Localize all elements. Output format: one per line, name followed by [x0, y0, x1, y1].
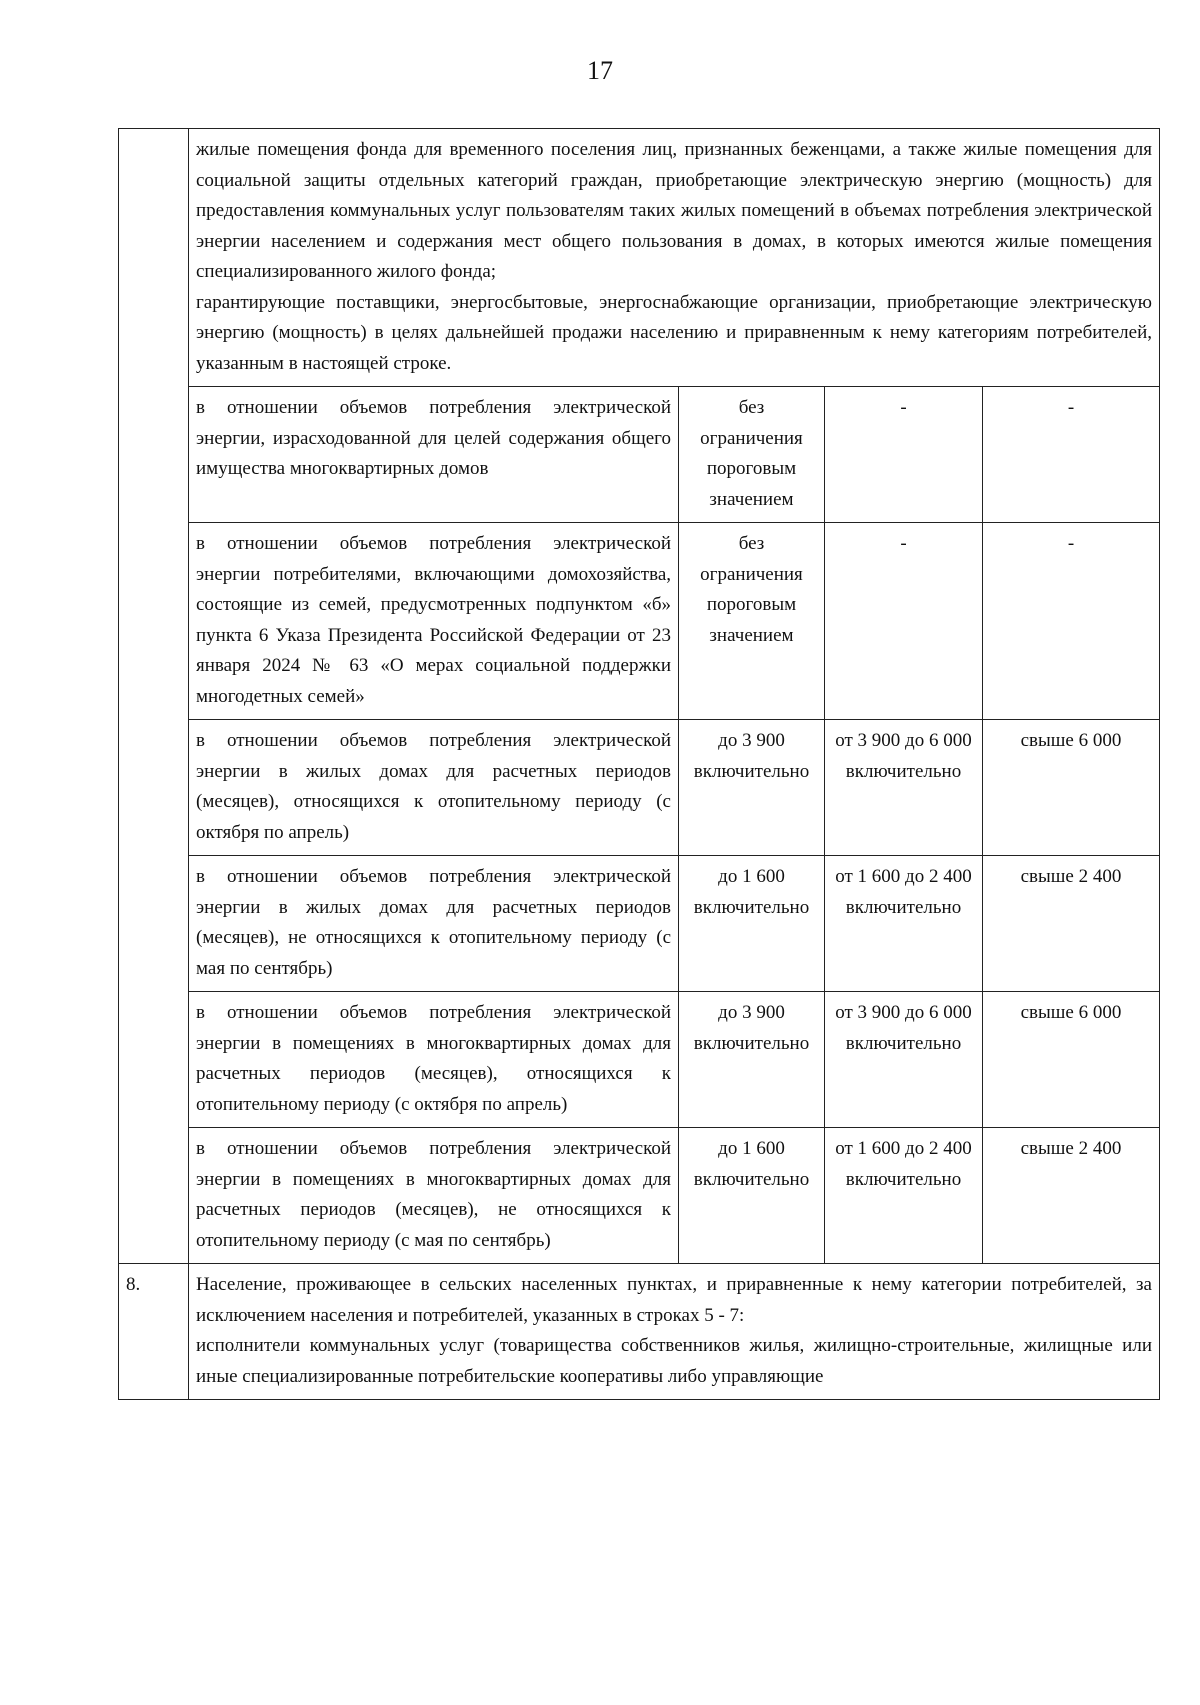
- row-description: в отношении объемов потребления электрической энергии в помещениях в многоквартирных домах для расчетных периодов (месяцев), относящихся к отопительному периоду (с октября по апрель): [189, 992, 679, 1128]
- row8-text-cell: [189, 1264, 1160, 1400]
- row-number-cell-empty: [119, 129, 189, 1264]
- row-description: в отношении объемов потребления электрической энергии потребителями, включающими домохозяйства, состоящие из семей, предусмотренных подпунктом «б» пункта 6 Указа Президента Российской Федерации от 23 января 2024 № 63 «О мерах социальной поддержки многодетных семей»: [189, 523, 679, 720]
- threshold-mid: от 3 900 до 6 000 включительно: [825, 992, 983, 1128]
- threshold-mid: -: [825, 523, 983, 720]
- row-description: в отношении объемов потребления электрической энергии в жилых домах для расчетных периодов (месяцев), относящихся к отопительному периоду (с октября по апрель): [189, 720, 679, 856]
- threshold-low: без ограничения пороговым значением: [679, 387, 825, 523]
- threshold-mid: от 1 600 до 2 400 включительно: [825, 1128, 983, 1264]
- table-row: [119, 856, 1160, 992]
- intro-paragraph: гарантирующие поставщики, энергосбытовые, энергоснабжающие организации, приобретающие электрическую энергию (мощность) в целях дальнейшей продажи населению и приравненным к нему категориям потребителей, указанным в настоящей строке.: [196, 291, 1152, 374]
- threshold-high: свыше 2 400: [983, 856, 1160, 992]
- row8-paragraph: Население, проживающее в сельских населенных пунктах, и приравненные к нему категории потребителей, за исключением населения и потребителей, указанных в строках 5 - 7:: [196, 1274, 1152, 1326]
- page-number: 17: [587, 56, 613, 85]
- intro-text-cell: [189, 129, 1160, 387]
- table-row: [119, 523, 1160, 720]
- table-row: [119, 387, 1160, 523]
- threshold-low: без ограничения пороговым значением: [679, 523, 825, 720]
- table-row: [119, 720, 1160, 856]
- table-row: [119, 1128, 1160, 1264]
- threshold-mid: -: [825, 387, 983, 523]
- table-row: [119, 992, 1160, 1128]
- intro-paragraph: жилые помещения фонда для временного поселения лиц, признанных беженцами, а также жилые помещения для социальной защиты отдельных категорий граждан, приобретающие электрическую энергию (мощность) для предоставления коммунальных услуг пользователям таких жилых помещений в объемах потребления электрической энергии населением и содержания мест общего пользования в домах, в которых имеются жилые помещения специализированного жилого фонда;: [196, 139, 1152, 282]
- threshold-low: до 3 900 включительно: [679, 992, 825, 1128]
- row-description: в отношении объемов потребления электрической энергии в жилых домах для расчетных периодов (месяцев), не относящихся к отопительному периоду (с мая по сентябрь): [189, 856, 679, 992]
- tariff-table: [118, 128, 1160, 1400]
- threshold-low: до 1 600 включительно: [679, 1128, 825, 1264]
- table-row-8: [119, 1264, 1160, 1400]
- row8-paragraph: исполнители коммунальных услуг (товарищества собственников жилья, жилищно-строительные, жилищные или иные специализированные потребительские кооперативы либо управляющие: [196, 1335, 1152, 1387]
- threshold-low: до 3 900 включительно: [679, 720, 825, 856]
- threshold-high: -: [983, 523, 1160, 720]
- threshold-mid: от 3 900 до 6 000 включительно: [825, 720, 983, 856]
- threshold-low: до 1 600 включительно: [679, 856, 825, 992]
- threshold-high: свыше 2 400: [983, 1128, 1160, 1264]
- row-description: в отношении объемов потребления электрической энергии в помещениях в многоквартирных домах для расчетных периодов (месяцев), не относящихся к отопительному периоду (с мая по сентябрь): [189, 1128, 679, 1264]
- table-row-intro: [119, 129, 1160, 387]
- threshold-high: свыше 6 000: [983, 992, 1160, 1128]
- threshold-mid: от 1 600 до 2 400 включительно: [825, 856, 983, 992]
- row-description: в отношении объемов потребления электрической энергии, израсходованной для целей содержания общего имущества многоквартирных домов: [189, 387, 679, 523]
- threshold-high: -: [983, 387, 1160, 523]
- threshold-high: свыше 6 000: [983, 720, 1160, 856]
- row-number: 8.: [119, 1264, 189, 1400]
